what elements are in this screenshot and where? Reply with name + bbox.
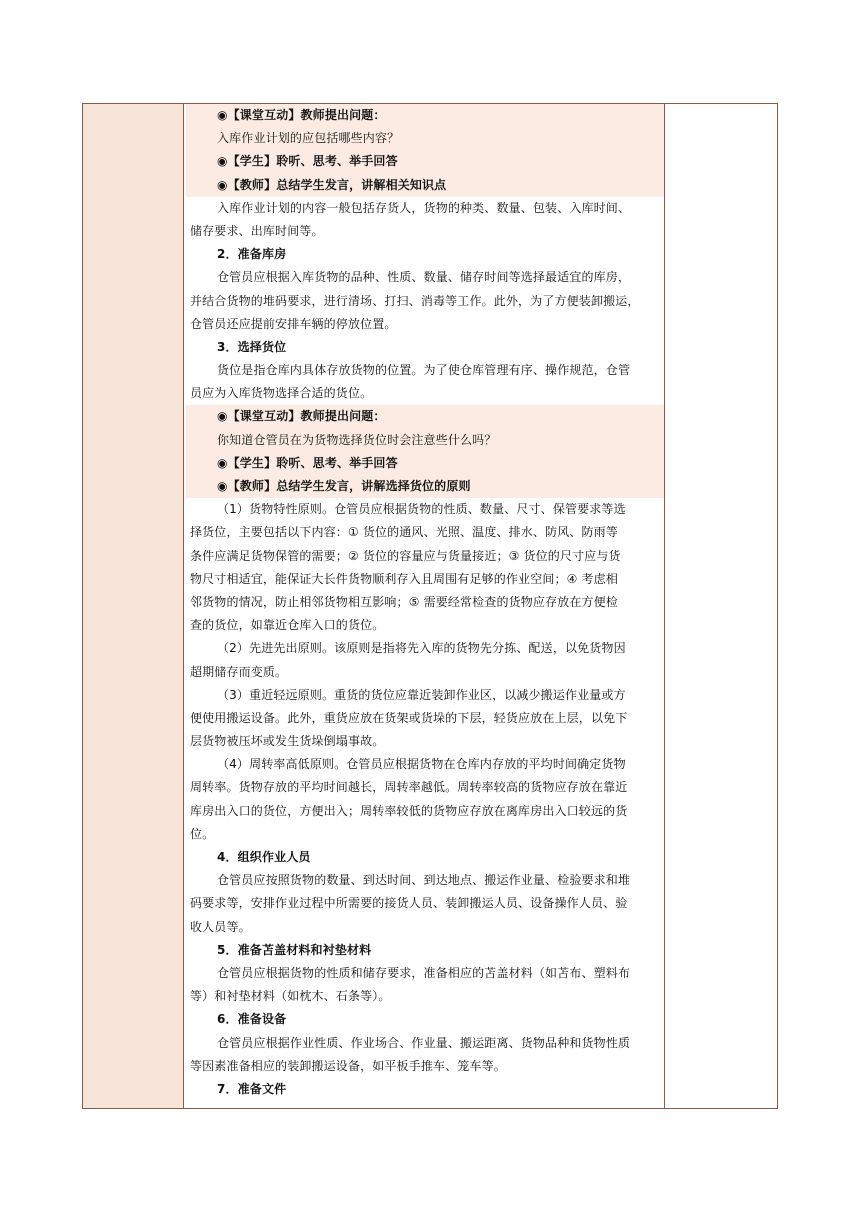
- paragraph-line: 等因素准备相应的装卸搬运设备，如平板手推车、笼车等。: [190, 1058, 506, 1073]
- paragraph-line: 库房出入口的货位，方便出入；周转率较低的货物应存放在离库房出入口较远的货: [190, 803, 628, 818]
- interaction-title: ◉【课堂互动】教师提出问题：: [186, 405, 664, 428]
- section-heading: 5．准备苫盖材料和衬垫材料: [217, 942, 372, 957]
- section-heading: 6．准备设备: [217, 1012, 287, 1027]
- paragraph-line: 码要求等，安排作业过程中所需要的接货人员、装卸搬运人员、设备操作人员、验: [190, 896, 628, 911]
- paragraph-line: 仓管员应根据作业性质、作业场合、作业量、搬运距离、货物品种和货物性质: [217, 1035, 631, 1050]
- paragraph-line: 超期储存而变质。: [190, 664, 288, 679]
- paragraph-line: 位。: [190, 826, 215, 841]
- left-column-cell: [83, 104, 184, 1108]
- paragraph-line: 入库作业计划的内容一般包括存货人，货物的种类、数量、包装、入库时间、: [217, 200, 631, 215]
- paragraph-line: 仓管员应根据入库货物的品种、性质、数量、储存时间等选择最适宜的库房，: [217, 270, 631, 285]
- paragraph-line: 仓管员应按照货物的数量、到达时间、到达地点、搬运作业量、检验要求和堆: [217, 873, 631, 888]
- paragraph-line: 择货位，主要包括以下内容：① 货位的通风、光照、温度、排水、防风、防雨等: [190, 525, 618, 540]
- paragraph-line: 周转率。货物存放的平均时间越长，周转率越低。周转率较高的货物应存放在靠近: [190, 780, 628, 795]
- section-heading: 2．准备库房: [217, 247, 287, 262]
- paragraph-line: （4）周转率高低原则。仓管员应根据货物在仓库内存放的平均时间确定货物: [217, 757, 626, 772]
- interaction-question: 你知道仓管员在为货物选择货位时会注意些什么吗？: [186, 429, 664, 452]
- paragraph-line: 条件应满足货物保管的需要；② 货位的容量应与货量接近；③ 货位的尺寸应与货: [190, 548, 621, 563]
- paragraph-line: （3）重近轻远原则。重货的货位应靠近装卸作业区，以减少搬运作业量或方: [217, 687, 626, 702]
- paragraph-line: （2）先进先出原则。该原则是指将先入库的货物先分拣、配送，以免货物因: [217, 641, 626, 656]
- paragraph-line: 收人员等。: [190, 919, 251, 934]
- interaction-question: 入库作业计划的应包括哪些内容？: [186, 127, 664, 150]
- teacher-summary: ◉【教师】总结学生发言，讲解选择货位的原则: [186, 475, 664, 498]
- teacher-summary: ◉【教师】总结学生发言，讲解相关知识点: [186, 174, 664, 197]
- right-column-cell: [664, 104, 777, 1108]
- lesson-table: [82, 103, 778, 1109]
- paragraph-line: 层货物被压坏或发生货垛倒塌事故。: [190, 734, 385, 749]
- paragraph-line: 储存要求、出库时间等。: [190, 223, 324, 238]
- student-response: ◉【学生】聆听、思考、举手回答: [186, 452, 664, 475]
- paragraph-line: （1）货物特性原则。仓管员应根据货物的性质、数量、尺寸、保管要求等选: [217, 502, 626, 517]
- paragraph-line: 员应为入库货物选择合适的货位。: [190, 386, 373, 401]
- section-heading: 7．准备文件: [217, 1081, 287, 1096]
- paragraph-line: 便使用搬运设备。此外，重货应放在货架或货垛的下层，轻货应放在上层，以免下: [190, 710, 628, 725]
- section-heading: 3．选择货位: [217, 339, 287, 354]
- paragraph-line: 并结合货物的堆码要求，进行清场、打扫、消毒等工作。此外，为了方便装卸搬运，: [190, 293, 640, 308]
- paragraph-line: 物尺寸相适宜，能保证大长件货物顺利存入且周围有足够的作业空间；④ 考虑相: [190, 571, 618, 586]
- content-cell: [184, 104, 666, 1108]
- paragraph-line: 货位是指仓库内具体存放货物的位置。为了使仓库管理有序、操作规范，仓管: [217, 363, 631, 378]
- interaction-title: ◉【课堂互动】教师提出问题：: [186, 104, 664, 127]
- paragraph-line: 仓管员应根据货物的性质和储存要求，准备相应的苫盖材料（如苫布、塑料布: [217, 965, 631, 980]
- paragraph-line: 仓管员还应提前安排车辆的停放位置。: [190, 316, 397, 331]
- paragraph-line: 邻货物的情况，防止相邻货物相互影响；⑤ 需要经常检查的货物应存放在方便检: [190, 594, 618, 609]
- paragraph-line: 查的货位，如靠近仓库入口的货位。: [190, 618, 385, 633]
- student-response: ◉【学生】聆听、思考、举手回答: [186, 150, 664, 173]
- section-heading: 4．组织作业人员: [217, 850, 311, 864]
- paragraph-line: 等）和衬垫材料（如枕木、石条等）。: [190, 989, 391, 1004]
